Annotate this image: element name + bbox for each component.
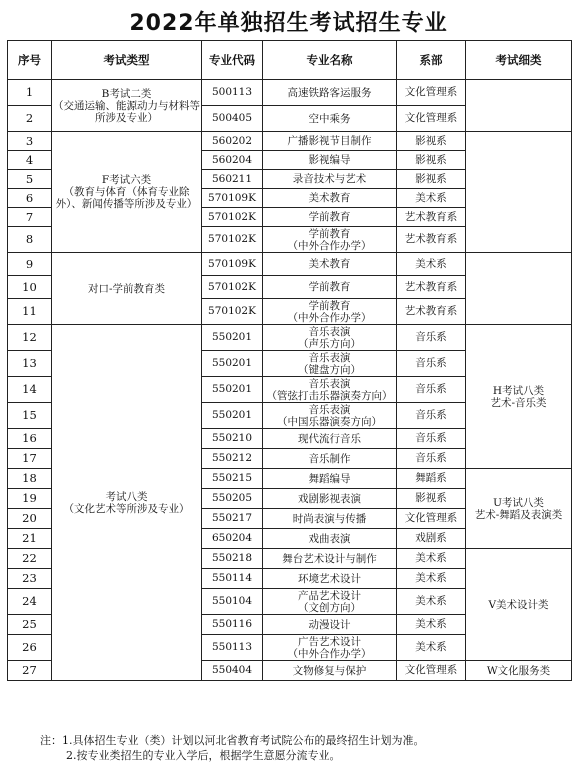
sub-category-cell-empty bbox=[466, 132, 572, 253]
major-name: 录音技术与艺术 bbox=[263, 170, 397, 189]
major-code: 550212 bbox=[202, 449, 263, 469]
major-code: 550218 bbox=[202, 549, 263, 569]
department: 文化管理系 bbox=[397, 80, 466, 106]
major-code: 570102K bbox=[202, 276, 263, 299]
sub-category-cell-empty bbox=[466, 253, 572, 325]
table-header-row bbox=[8, 41, 572, 80]
department: 艺术教育系 bbox=[397, 276, 466, 299]
department: 音乐系 bbox=[397, 429, 466, 449]
major-name: 广播影视节目制作 bbox=[263, 132, 397, 151]
row-serial: 21 bbox=[8, 529, 52, 549]
row-serial: 4 bbox=[8, 151, 52, 170]
major-name: 音乐表演 （声乐方向） bbox=[263, 325, 397, 351]
department: 美术系 bbox=[397, 635, 466, 661]
footnotes bbox=[40, 733, 425, 763]
department: 文化管理系 bbox=[397, 509, 466, 529]
page-title: 2022年单独招生考试招生专业 bbox=[129, 11, 448, 36]
row-serial: 1 bbox=[8, 80, 52, 106]
major-name: 舞蹈编导 bbox=[263, 469, 397, 489]
department: 音乐系 bbox=[397, 351, 466, 377]
table-row bbox=[8, 80, 572, 106]
row-serial: 5 bbox=[8, 170, 52, 189]
major-code: 500113 bbox=[202, 80, 263, 106]
majors-table bbox=[7, 40, 572, 681]
major-code: 560202 bbox=[202, 132, 263, 151]
department: 艺术教育系 bbox=[397, 299, 466, 325]
major-name: 学前教育 bbox=[263, 276, 397, 299]
major-code: 570109K bbox=[202, 253, 263, 276]
exam-type-cell: 考试八类 （文化艺术等所涉及专业） bbox=[52, 325, 202, 681]
major-code: 550116 bbox=[202, 615, 263, 635]
sub-category-cell: U考试八类 艺术-舞蹈及表演类 bbox=[466, 469, 572, 549]
sub-category-cell: W文化服务类 bbox=[466, 661, 572, 681]
major-code: 550201 bbox=[202, 377, 263, 403]
major-name: 空中乘务 bbox=[263, 106, 397, 132]
major-name: 广告艺术设计 （中外合作办学） bbox=[263, 635, 397, 661]
department: 美术系 bbox=[397, 189, 466, 208]
sub-category-cell: V美术设计类 bbox=[466, 549, 572, 661]
row-serial: 6 bbox=[8, 189, 52, 208]
row-serial: 2 bbox=[8, 106, 52, 132]
row-serial: 20 bbox=[8, 509, 52, 529]
major-name: 美术教育 bbox=[263, 253, 397, 276]
department: 文化管理系 bbox=[397, 106, 466, 132]
major-name: 戏剧影视表演 bbox=[263, 489, 397, 509]
row-serial: 19 bbox=[8, 489, 52, 509]
major-name: 时尚表演与传播 bbox=[263, 509, 397, 529]
major-code: 550205 bbox=[202, 489, 263, 509]
major-code: 550201 bbox=[202, 403, 263, 429]
table-row bbox=[8, 253, 572, 276]
major-name: 美术教育 bbox=[263, 189, 397, 208]
footnote-2: 2.按专业类招生的专业入学后，根据学生意愿分流专业。 bbox=[66, 749, 341, 762]
major-name: 动漫设计 bbox=[263, 615, 397, 635]
row-serial: 14 bbox=[8, 377, 52, 403]
major-code: 650204 bbox=[202, 529, 263, 549]
major-code: 570102K bbox=[202, 208, 263, 227]
major-code: 560204 bbox=[202, 151, 263, 170]
major-code: 500405 bbox=[202, 106, 263, 132]
major-code: 570109K bbox=[202, 189, 263, 208]
major-code: 550404 bbox=[202, 661, 263, 681]
header-sub-category: 考试细类 bbox=[466, 41, 572, 80]
row-serial: 12 bbox=[8, 325, 52, 351]
row-serial: 24 bbox=[8, 589, 52, 615]
footnote-1: 注：1.具体招生专业（类）计划以河北省教育考试院公布的最终招生计划为准。 bbox=[40, 734, 425, 747]
row-serial: 27 bbox=[8, 661, 52, 681]
exam-type-cell: 对口-学前教育类 bbox=[52, 253, 202, 325]
table-row bbox=[8, 132, 572, 151]
header-major-code: 专业代码 bbox=[202, 41, 263, 80]
major-name: 戏曲表演 bbox=[263, 529, 397, 549]
row-serial: 16 bbox=[8, 429, 52, 449]
row-serial: 15 bbox=[8, 403, 52, 429]
major-name: 环境艺术设计 bbox=[263, 569, 397, 589]
major-name: 文物修复与保护 bbox=[263, 661, 397, 681]
row-serial: 9 bbox=[8, 253, 52, 276]
major-name: 学前教育 （中外合作办学） bbox=[263, 227, 397, 253]
row-serial: 7 bbox=[8, 208, 52, 227]
department: 音乐系 bbox=[397, 377, 466, 403]
department: 音乐系 bbox=[397, 403, 466, 429]
major-name: 产品艺术设计 （文创方向） bbox=[263, 589, 397, 615]
major-code: 550210 bbox=[202, 429, 263, 449]
department: 舞蹈系 bbox=[397, 469, 466, 489]
department: 影视系 bbox=[397, 132, 466, 151]
department: 音乐系 bbox=[397, 325, 466, 351]
row-serial: 8 bbox=[8, 227, 52, 253]
department: 美术系 bbox=[397, 253, 466, 276]
department: 戏剧系 bbox=[397, 529, 466, 549]
exam-type-cell: B考试二类 （交通运输、能源动力与材料等所涉及专业） bbox=[52, 80, 202, 132]
row-serial: 3 bbox=[8, 132, 52, 151]
row-serial: 13 bbox=[8, 351, 52, 377]
sub-category-cell-empty bbox=[466, 80, 572, 132]
department: 美术系 bbox=[397, 615, 466, 635]
major-code: 550113 bbox=[202, 635, 263, 661]
department: 美术系 bbox=[397, 569, 466, 589]
department: 艺术教育系 bbox=[397, 208, 466, 227]
row-serial: 11 bbox=[8, 299, 52, 325]
header-serial: 序号 bbox=[8, 41, 52, 80]
major-code: 550104 bbox=[202, 589, 263, 615]
major-code: 570102K bbox=[202, 227, 263, 253]
department: 艺术教育系 bbox=[397, 227, 466, 253]
major-name: 音乐表演 （管弦打击乐器演奏方向） bbox=[263, 377, 397, 403]
header-department: 系部 bbox=[397, 41, 466, 80]
exam-type-cell: F考试六类 （教育与体育（体育专业除外）、新闻传播等所涉及专业） bbox=[52, 132, 202, 253]
row-serial: 22 bbox=[8, 549, 52, 569]
header-major-name: 专业名称 bbox=[263, 41, 397, 80]
major-name: 现代流行音乐 bbox=[263, 429, 397, 449]
major-name: 影视编导 bbox=[263, 151, 397, 170]
major-name: 学前教育 bbox=[263, 208, 397, 227]
major-code: 550201 bbox=[202, 351, 263, 377]
department: 音乐系 bbox=[397, 449, 466, 469]
row-serial: 23 bbox=[8, 569, 52, 589]
major-code: 570102K bbox=[202, 299, 263, 325]
department: 影视系 bbox=[397, 170, 466, 189]
sub-category-cell: H考试八类 艺术-音乐类 bbox=[466, 325, 572, 469]
department: 影视系 bbox=[397, 151, 466, 170]
department: 美术系 bbox=[397, 549, 466, 569]
row-serial: 25 bbox=[8, 615, 52, 635]
major-name: 舞台艺术设计与制作 bbox=[263, 549, 397, 569]
row-serial: 26 bbox=[8, 635, 52, 661]
major-name: 音乐表演 （中国乐器演奏方向） bbox=[263, 403, 397, 429]
major-code: 550217 bbox=[202, 509, 263, 529]
table-row bbox=[8, 325, 572, 351]
row-serial: 18 bbox=[8, 469, 52, 489]
major-name: 音乐表演 （键盘方向） bbox=[263, 351, 397, 377]
major-code: 550114 bbox=[202, 569, 263, 589]
row-serial: 17 bbox=[8, 449, 52, 469]
header-exam-type: 考试类型 bbox=[52, 41, 202, 80]
department: 文化管理系 bbox=[397, 661, 466, 681]
major-name: 高速铁路客运服务 bbox=[263, 80, 397, 106]
major-code: 550201 bbox=[202, 325, 263, 351]
department: 影视系 bbox=[397, 489, 466, 509]
major-code: 560211 bbox=[202, 170, 263, 189]
major-name: 音乐制作 bbox=[263, 449, 397, 469]
department: 美术系 bbox=[397, 589, 466, 615]
major-name: 学前教育 （中外合作办学） bbox=[263, 299, 397, 325]
row-serial: 10 bbox=[8, 276, 52, 299]
major-code: 550215 bbox=[202, 469, 263, 489]
